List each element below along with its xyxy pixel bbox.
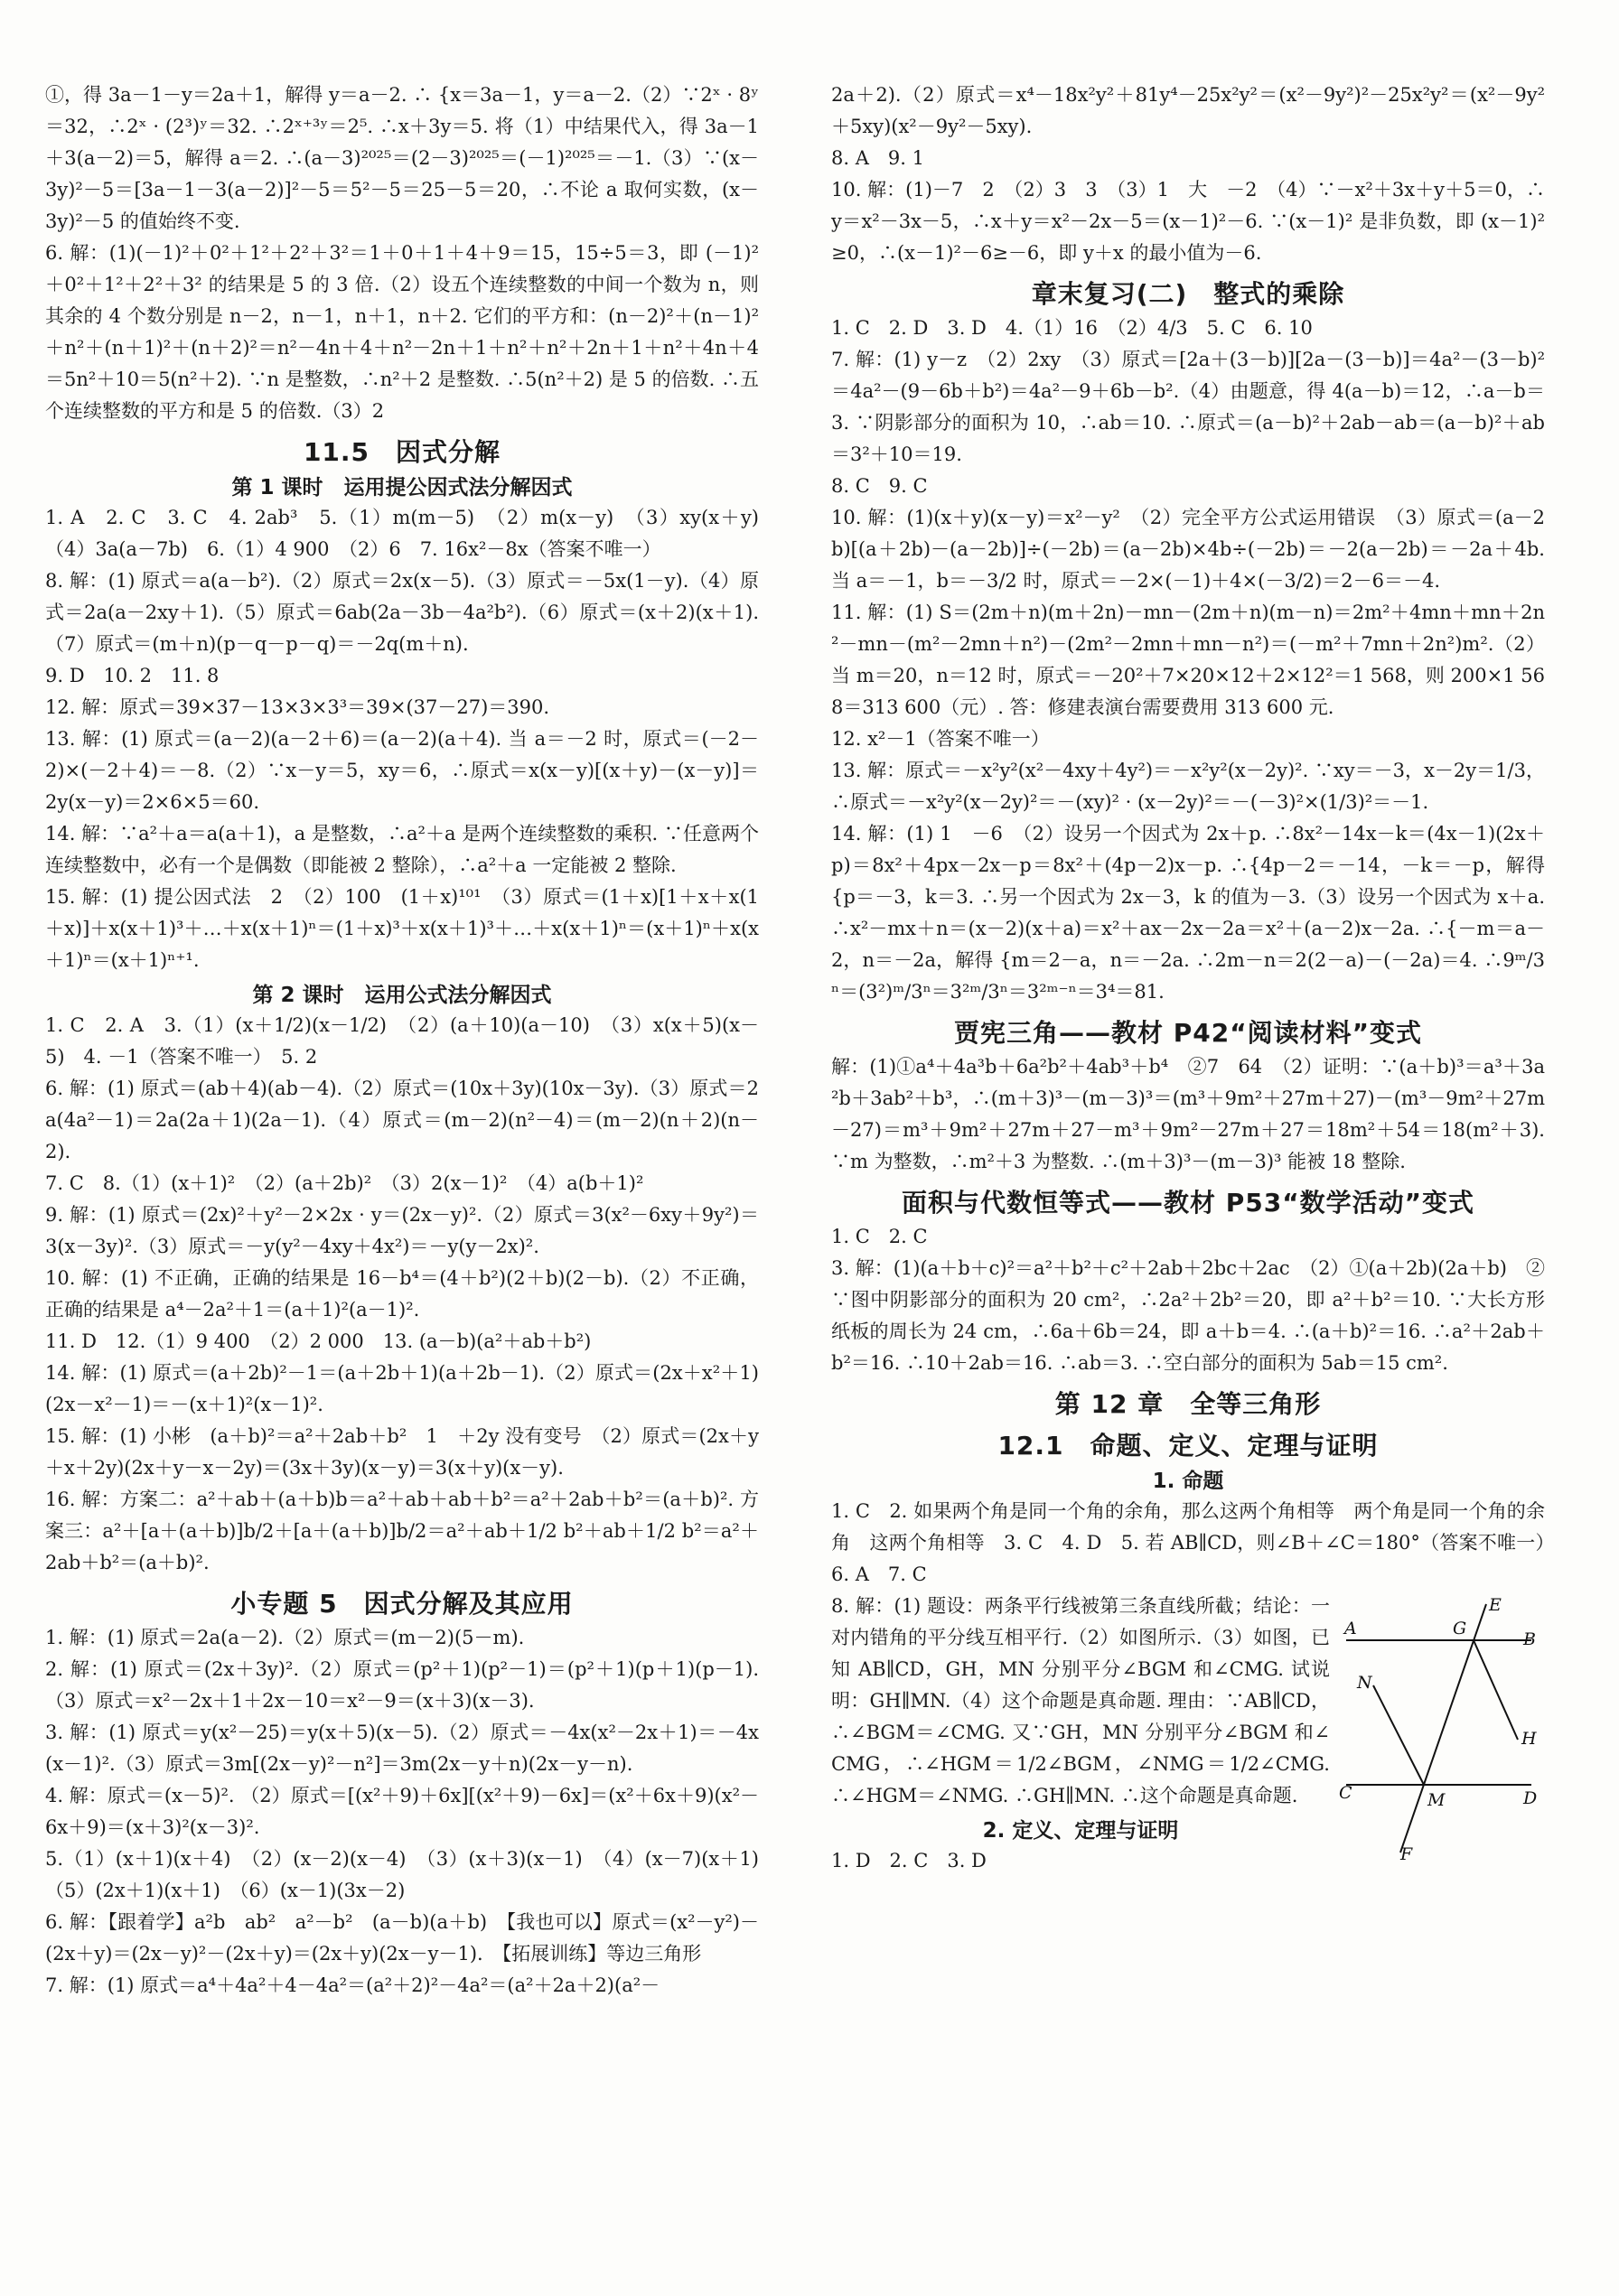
- label-G: G: [1453, 1619, 1467, 1638]
- answer-paragraph: 6. 解：(1)(－1)²＋0²＋1²＋2²＋3²＝1＋0＋1＋4＋9＝15，15÷5＝3，即 (－1)²＋0²＋1²＋2²＋3² 的结果是 5 的 3 倍.（2）设五个连续整数的中间一个数为 n，则其余的 4 个数分别是 n－2，n－1，n＋1，n＋2. 它们的平方和：(n－2)²＋(n－1)²＋n²＋(n＋1)²＋(n＋2)²＝n²－4n＋4＋n²－2n＋1＋n²＋n²＋2n＋1＋n²＋4n＋4＝5n²＋10＝5(n²＋2). ∵n 是整数，∴n²＋2 是整数. ∴5(n²＋2) 是 5 的倍数. ∴五个连续整数的平方和是 5 的倍数.（3）2: [45, 242, 759, 422]
- left-column: [45, 79, 778, 2274]
- answer-paragraph: 8. A 9. 1: [831, 147, 924, 169]
- answer-paragraph: 3. 解：(1)(a＋b＋c)²＝a²＋b²＋c²＋2ab＋2bc＋2ac （2）①(a＋2b)(2a＋b) ②∵图中阴影部分的面积为 20 cm²，∴2a²＋2b²＝20，即 a²＋b²＝10. ∵大长方形纸板的周长为 24 cm，∴6a＋6b＝24，即 a＋b＝4. ∴(a＋b)²＝16. ∴a²＋2ab＋b²＝16. ∴10＋2ab＝16. ∴ab＝3. ∴空白部分的面积为 5ab＝15 cm².: [831, 1257, 1545, 1374]
- answer-paragraph: 解：(1)①a⁴＋4a³b＋6a²b²＋4ab³＋b⁴ ②7 64 （2）证明：∵(a＋b)³＝a³＋3a²b＋3ab²＋b³，∴(m＋3)³－(m－3)³＝(m³＋9m²＋27m＋27)－(m³－9m²＋27m－27)＝m³＋9m²＋27m＋27－m³＋9m²－27m＋27＝18m²＋54＝18(m²＋3). ∵m 为整数，∴m²＋3 为整数. ∴(m＋3)³－(m－3)³ 能被 18 整除.: [831, 1056, 1545, 1172]
- subsection-heading: 第 2 课时 运用公式法分解因式: [252, 984, 552, 1007]
- label-B: B: [1523, 1629, 1536, 1649]
- subsection-heading: 1. 命题: [1152, 1470, 1224, 1493]
- answer-paragraph: 4. 解：原式＝(x－5)². （2）原式＝[(x²＋9)＋6x][(x²＋9)－6x]＝(x²＋6x＋9)(x²－6x＋9)＝(x＋3)²(x－3)².: [45, 1785, 759, 1838]
- answer-paragraph: 14. 解：(1) 1 －6 （2）设另一个因式为 2x＋p. ∴8x²－14x－k＝(4x－1)(2x＋p)＝8x²＋4px－2x－p＝8x²＋(4p－2)x－p. ∴{4p－2＝－14，－k＝－p，解得 {p＝－3，k＝3. ∴另一个因式为 2x－3，k 的值为－3.（3）设另一个因式为 x＋a. ∴x²－mx＋n＝(x－2)(x＋a)＝x²＋ax－2x－2a＝x²＋(a－2)x－2a. ∴{－m＝a－2，n＝－2a，解得 {m＝2－a，n＝－2a. ∴2m－n＝2(2－a)－(－2a)＝4. ∴9ᵐ/3ⁿ＝(3²)ᵐ/3ⁿ＝3²ᵐ/3ⁿ＝3²ᵐ⁻ⁿ＝3⁴＝81.: [831, 823, 1545, 1003]
- section-heading: 12.1 命题、定义、定理与证明: [997, 1431, 1379, 1461]
- answer-paragraph: 1. C 2. A 3.（1）(x＋1/2)(x－1/2) （2）(a＋10)(a－10) （3）x(x＋5)(x－5) 4. －1（答案不唯一） 5. 2: [45, 1014, 759, 1068]
- answer-paragraph: 7. C 8.（1）(x＋1)² （2）(a＋2b)² （3）2(x－1)² （4）a(b＋1)²: [45, 1172, 644, 1194]
- label-F: F: [1400, 1844, 1413, 1864]
- parallel-lines-figure: [1337, 1591, 1545, 1871]
- answer-paragraph: 14. 解：(1) 原式＝(a＋2b)²－1＝(a＋2b＋1)(a＋2b－1).（2）原式＝(2x＋x²＋1)(2x－x²－1)＝－(x＋1)²(x－1)².: [45, 1362, 759, 1415]
- answer-paragraph: 1. 解：(1) 原式＝2a(a－2).（2）原式＝(m－2)(5－m).: [45, 1627, 525, 1648]
- section-heading: 小专题 5 因式分解及其应用: [230, 1589, 574, 1619]
- answer-paragraph: 10. 解：(1)－7 2 （2）3 3 （3）1 大 －2 （4）∵－x²＋3x＋y＋5＝0，∴y＝x²－3x－5，∴x＋y＝x²－2x－5＝(x－1)²－6. ∵(x－1)² 是非负数，即 (x－1)²≥0，∴(x－1)²－6≥－6，即 y＋x 的最小值为－6.: [831, 179, 1545, 264]
- label-N: N: [1357, 1673, 1372, 1693]
- answer-paragraph: 12. x²－1（答案不唯一）: [831, 728, 1050, 750]
- answer-paragraph: 6. 解：【跟着学】a²b ab² a²－b² (a－b)(a＋b) 【我也可以】原式＝(x²－y²)－(2x＋y)＝(2x－y)²－(2x＋y)＝(2x＋y)(2x－y－1). 【拓展训练】等边三角形: [45, 1911, 759, 1965]
- answer-paragraph: 2a＋2).（2）原式＝x⁴－18x²y²＋81y⁴－25x²y²＝(x²－9y²)²－25x²y²＝(x²－9y²＋5xy)(x²－9y²－5xy).: [831, 84, 1545, 137]
- answer-paragraph: 7. 解：(1) y－z （2）2xy （3）原式＝[2a＋(3－b)][2a－(3－b)]＝4a²－(3－b)²＝4a²－(9－6b＋b²)＝4a²－9＋6b－b².（4）由题意，得 4(a－b)＝12，∴a－b＝3. ∵阴影部分的面积为 10，∴ab＝10. ∴原式＝(a－b)²＋2ab－ab＝(a－b)²＋ab＝3²＋10＝19.: [831, 349, 1545, 465]
- answer-paragraph: 10. 解：(1) 不正确，正确的结果是 16－b⁴＝(4＋b²)(2＋b)(2－b).（2）不正确，正确的结果是 a⁴－2a²＋1＝(a＋1)²(a－1)².: [45, 1267, 759, 1321]
- answer-paragraph: 8. 解：(1) 原式＝a(a－b²).（2）原式＝2x(x－5).（3）原式＝－5x(1－y).（4）原式＝2a(a－2xy＋1).（5）原式＝6ab(2a－3b－4a²b²).（6）原式＝(x＋2)(x＋1).（7）原式＝(m＋n)(p－q－p－q)＝－2q(m＋n).: [45, 570, 759, 655]
- section-heading: 贾宪三角——教材 P42“阅读材料”变式: [953, 1018, 1423, 1048]
- section-heading: 第 12 章 全等三角形: [1054, 1389, 1322, 1419]
- label-M: M: [1427, 1790, 1446, 1810]
- answer-paragraph: 2. 解：(1) 原式＝(2x＋3y)².（2）原式＝(p²＋1)(p²－1)＝(p²＋1)(p＋1)(p－1).（3）原式＝x²－2x＋1＋2x－10＝x²－9＝(x＋3)(x－3).: [45, 1658, 759, 1712]
- answer-paragraph: 9. D 10. 2 11. 8: [45, 665, 220, 686]
- answer-paragraph: 11. D 12.（1）9 400 （2）2 000 13. (a－b)(a²＋ab＋b²): [45, 1330, 592, 1352]
- label-D: D: [1523, 1788, 1538, 1808]
- answer-paragraph: 1. C 2. D 3. D 4.（1）16 （2）4/3 5. C 6. 10: [831, 317, 1313, 339]
- subsection-heading: 2. 定义、定理与证明: [982, 1819, 1179, 1843]
- section-heading: 面积与代数恒等式——教材 P53“数学活动”变式: [901, 1188, 1475, 1218]
- answer-paragraph: 6. 解：(1) 原式＝(ab＋4)(ab－4).（2）原式＝(10x＋3y)(10x－3y).（3）原式＝2a(4a²－1)＝2a(2a＋1)(2a－1).（4）原式＝(m－2)(n²－4)＝(m－2)(n＋2)(n－2).: [45, 1078, 759, 1162]
- answer-paragraph: 15. 解：(1) 提公因式法 2 （2）100 (1＋x)¹⁰¹ （3）原式＝(1＋x)[1＋x＋x(1＋x)]＋x(x＋1)³＋…＋x(x＋1)ⁿ＝(1＋x)³＋x(x＋1)³＋…＋x(x＋1)ⁿ＝(x＋1)ⁿ＋x(x＋1)ⁿ＝(x＋1)ⁿ⁺¹.: [45, 886, 759, 971]
- answer-paragraph: 16. 解：方案二：a²＋ab＋(a＋b)b＝a²＋ab＋ab＋b²＝a²＋2ab＋b²＝(a＋b)². 方案三：a²＋[a＋(a＋b)]b/2＋[a＋(a＋b)]b/2＝a²＋ab＋1/2 b²＋ab＋1/2 b²＝a²＋2ab＋b²＝(a＋b)².: [45, 1489, 759, 1573]
- answer-paragraph: 3. 解：(1) 原式＝y(x²－25)＝y(x＋5)(x－5).（2）原式＝－4x(x²－2x＋1)＝－4x(x－1)².（3）原式＝3m[(2x－y)²－n²]＝3m(2x－y＋n)(2x－y－n).: [45, 1722, 759, 1775]
- answer-paragraph: ①，得 3a－1－y＝2a＋1，解得 y＝a－2. ∴ {x＝3a－1，y＝a－2.（2）∵2ˣ · 8ʸ＝32，∴2ˣ · (2³)ʸ＝32. ∴2ˣ⁺³ʸ＝2⁵. ∴x＋3y＝5. 将（1）中结果代入，得 3a－1＋3(a－2)＝5，解得 a＝2. ∴(a－3)²⁰²⁵＝(2－3)²⁰²⁵＝(－1)²⁰²⁵＝－1.（3）∵(x－3y)²－5＝[3a－1－3(a－2)]²－5＝5²－5＝25－5＝20，∴不论 a 取何实数，(x－3y)²－5 的值始终不变.: [45, 84, 759, 232]
- answer-paragraph: 10. 解：(1)(x＋y)(x－y)＝x²－y² （2）完全平方公式运用错误 （3）原式＝(a－2b)[(a＋2b)－(a－2b)]÷(－2b)＝(a－2b)×4b÷(－2b)＝－2(a－2b)＝－2a＋4b. 当 a＝－1，b＝－3/2 时，原式＝－2×(－1)＋4×(－3/2)＝2－6＝－4.: [831, 507, 1545, 592]
- label-H: H: [1521, 1729, 1537, 1749]
- answer-paragraph: 5.（1）(x＋1)(x＋4) （2）(x－2)(x－4) （3）(x＋3)(x－1) （4）(x－7)(x＋1) （5）(2x＋1)(x＋1) （6）(x－1)(3x－2): [45, 1848, 778, 1901]
- label-C: C: [1339, 1783, 1352, 1803]
- subsection-heading: 第 1 课时 运用提公因式法分解因式: [231, 476, 573, 499]
- answer-text: 8. 解：(1) 题设：两条平行线被第三条直线所截；结论：一对内错角的平分线互相平行.（2）如图所示.（3）如图，已知 AB∥CD，GH，MN 分别平分∠BGM 和∠CMG. 试说明：GH∥MN.（4）这个命题是真命题. 理由：∵AB∥CD，∴∠BGM＝∠CMG. 又∵GH，MN 分别平分∠BGM 和∠CMG，∴∠HGM＝1/2∠BGM，∠NMG＝1/2∠CMG. ∴∠HGM＝∠NMG. ∴GH∥MN. ∴这个命题是真命题.: [831, 1595, 1330, 1806]
- answer-paragraph: 1. C 2. C: [831, 1226, 928, 1247]
- right-column: [831, 79, 1564, 2265]
- answer-paragraph: 9. 解：(1) 原式＝(2x)²＋y²－2×2x · y＝(2x－y)².（2）原式＝3(x²－6xy＋9y²)＝3(x－3y)².（3）原式＝－y(y²－4xy＋4x²)＝－y(y－2x)².: [45, 1204, 759, 1257]
- answer-paragraph: 1. C 2. 如果两个角是同一个角的余角，那么这两个角相等 两个角是同一个角的余角 这两个角相等 3. C 4. D 5. 若 AB∥CD，则∠B＋∠C＝180°（答案不唯一） 6. A 7. C: [831, 1500, 1564, 1585]
- answer-paragraph: 11. 解：(1) S＝(2m＋n)(m＋2n)－mn－(2m＋n)(m－n)＝2m²＋4mn＋mn＋2n²－mn－(m²－2mn＋n²)－(2m²－2mn＋mn－n²)＝(－m²＋7mn＋2n²)m².（2）当 m＝20，n＝12 时，原式＝－20²＋7×20×12＋2×12²＝1 568，则 200×1 568＝313 600（元）. 答：修建表演台需要费用 313 600 元.: [831, 602, 1545, 718]
- answer-paragraph: 1. D 2. C 3. D: [831, 1850, 987, 1871]
- answer-paragraph: 14. 解：∵a²＋a＝a(a＋1)，a 是整数，∴a²＋a 是两个连续整数的乘积. ∵任意两个连续整数中，必有一个是偶数（即能被 2 整除），∴a²＋a 一定能被 2 整除.: [45, 823, 759, 876]
- section-heading: 11.5 因式分解: [303, 437, 501, 467]
- section-heading: 章末复习(二) 整式的乘除: [1031, 279, 1345, 309]
- label-A: A: [1344, 1619, 1357, 1638]
- answer-paragraph: 13. 解：(1) 原式＝(a－2)(a－2＋6)＝(a－2)(a＋4). 当 a＝－2 时，原式＝(－2－2)×(－2＋4)＝－8.（2）∵x－y＝5，xy＝6，∴原式＝x(x－y)[(x＋y)－(x－y)]＝2y(x－y)＝2×6×5＝60.: [45, 728, 759, 813]
- label-E: E: [1489, 1595, 1502, 1615]
- answer-paragraph: 15. 解：(1) 小彬 (a＋b)²＝a²＋2ab＋b² 1 ＋2y 没有变号 （2）原式＝(2x＋y＋x＋2y)(2x＋y－x－2y)＝(3x＋3y)(x－y)＝3(x＋y)(x－y).: [45, 1425, 759, 1479]
- answer-paragraph: 13. 解：原式＝－x²y²(x²－4xy＋4y²)＝－x²y²(x－2y)². ∵xy＝－3，x－2y＝1/3，∴原式＝－x²y²(x－2y)²＝－(xy)² · (x－2y)²＝－(－3)²×(1/3)²＝－1.: [831, 760, 1545, 813]
- answer-paragraph: 7. 解：(1) 原式＝a⁴＋4a²＋4－4a²＝(a²＋2)²－4a²＝(a²＋2a＋2)(a²－: [45, 1974, 660, 1996]
- answer-paragraph: 8. C 9. C: [831, 475, 928, 497]
- answer-paragraph: 12. 解：原式＝39×37－13×3×3³＝39×(37－27)＝390.: [45, 696, 550, 718]
- answer-paragraph: 1. A 2. C 3. C 4. 2ab³ 5.（1）m(m－5) （2）m(x－y) （3）xy(x＋y) （4）3a(a－7b) 6.（1）4 900 （2）6 7. 16x²－8x（答案不唯一）: [45, 507, 778, 560]
